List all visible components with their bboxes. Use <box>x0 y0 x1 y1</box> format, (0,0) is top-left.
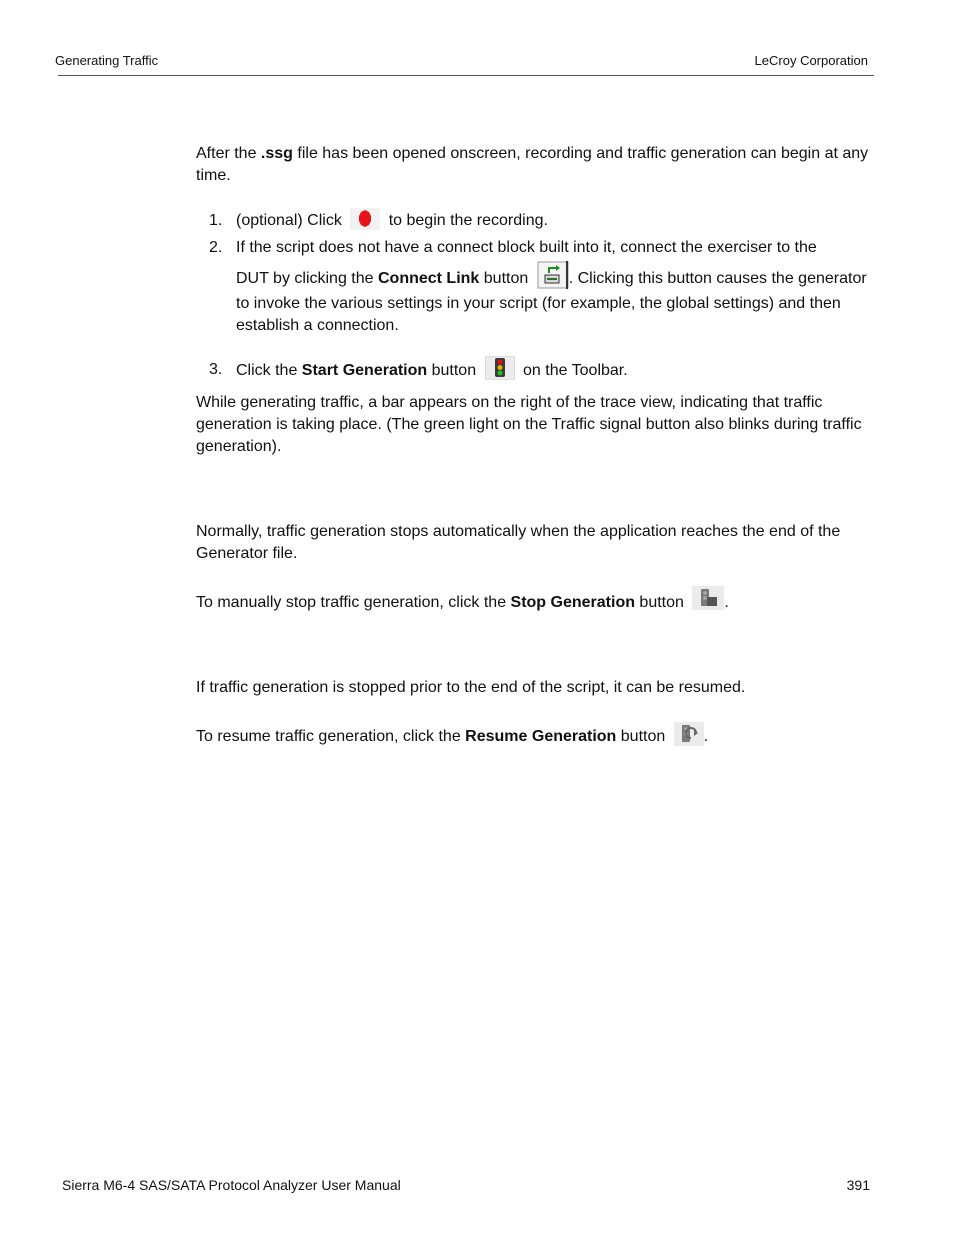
stop-text: To manually stop traffic generation, click the <box>196 594 511 612</box>
connect-link-icon[interactable] <box>537 261 569 289</box>
intro-paragraph <box>196 143 872 187</box>
record-icon[interactable] <box>350 208 380 230</box>
resume-paragraph: If traffic generation is stopped prior to the end of the script, it can be resumed. <box>196 679 746 696</box>
stop-button-word: button <box>634 594 684 612</box>
intro-text-end: file has been opened onscreen, recording and traffic generation can begin at any time. <box>196 145 869 184</box>
resume-text-end: . <box>703 728 709 746</box>
step-1-text-end: to begin the recording. <box>388 212 548 230</box>
page-number: 391 <box>846 1177 870 1193</box>
stop-generation-term: Stop Generation <box>510 594 635 612</box>
step-2-button-word: button <box>479 270 529 288</box>
start-generation-term: Start Generation <box>301 362 428 380</box>
intro-text-start: After the <box>196 145 261 162</box>
step-2 <box>236 237 872 337</box>
intro-ssg-term: .ssg <box>260 145 293 162</box>
header-divider <box>58 75 874 76</box>
step-3-button-word: button <box>427 362 477 380</box>
step-1 <box>236 210 872 232</box>
step-3-text: Click the <box>236 362 302 380</box>
header-section-title: Generating Traffic <box>55 53 159 68</box>
step-1-text: (optional) Click <box>236 212 342 230</box>
resume-button-word: button <box>616 728 666 746</box>
step-3 <box>236 359 872 383</box>
step-3-text-end: on the Toolbar. <box>523 362 628 380</box>
stop-text-end: . <box>724 594 729 612</box>
header-company: LeCroy Corporation <box>754 53 868 68</box>
traffic-light-icon[interactable] <box>485 356 515 380</box>
step-3-number: 3. <box>209 361 223 378</box>
footer-manual-title: Sierra M6-4 SAS/SATA Protocol Analyzer User Manual <box>62 1177 401 1193</box>
step-2-line-1: If the script does not have a connect block built into it, connect the exerciser to the <box>236 239 817 256</box>
resume-generation-icon[interactable] <box>674 722 704 746</box>
step-1-number: 1. <box>209 212 223 229</box>
resume-instruction <box>196 725 872 749</box>
step-2-text-end: . Clicking this button causes the generator to invoke the various settings in your script (for example, the global settings) and then establish a connection. <box>236 270 867 334</box>
connect-link-term: Connect Link <box>377 270 480 288</box>
stop-generation-icon[interactable] <box>692 586 724 610</box>
resume-text: To resume traffic generation, click the <box>196 728 466 746</box>
step-2-body <box>236 265 872 337</box>
step-2-number: 2. <box>209 239 223 256</box>
step-2-text: DUT by clicking the <box>236 270 378 288</box>
resume-generation-term: Resume Generation <box>465 728 617 746</box>
while-paragraph: While generating traffic, a bar appears on the right of the trace view, indicating that traffic generation is taking place. (The green light on the Traffic signal button also blinks during traffic generation). <box>196 394 862 455</box>
stop-paragraph: Normally, traffic generation stops automatically when the application reaches the end of the Generator file. <box>196 523 841 562</box>
stop-instruction <box>196 591 872 615</box>
